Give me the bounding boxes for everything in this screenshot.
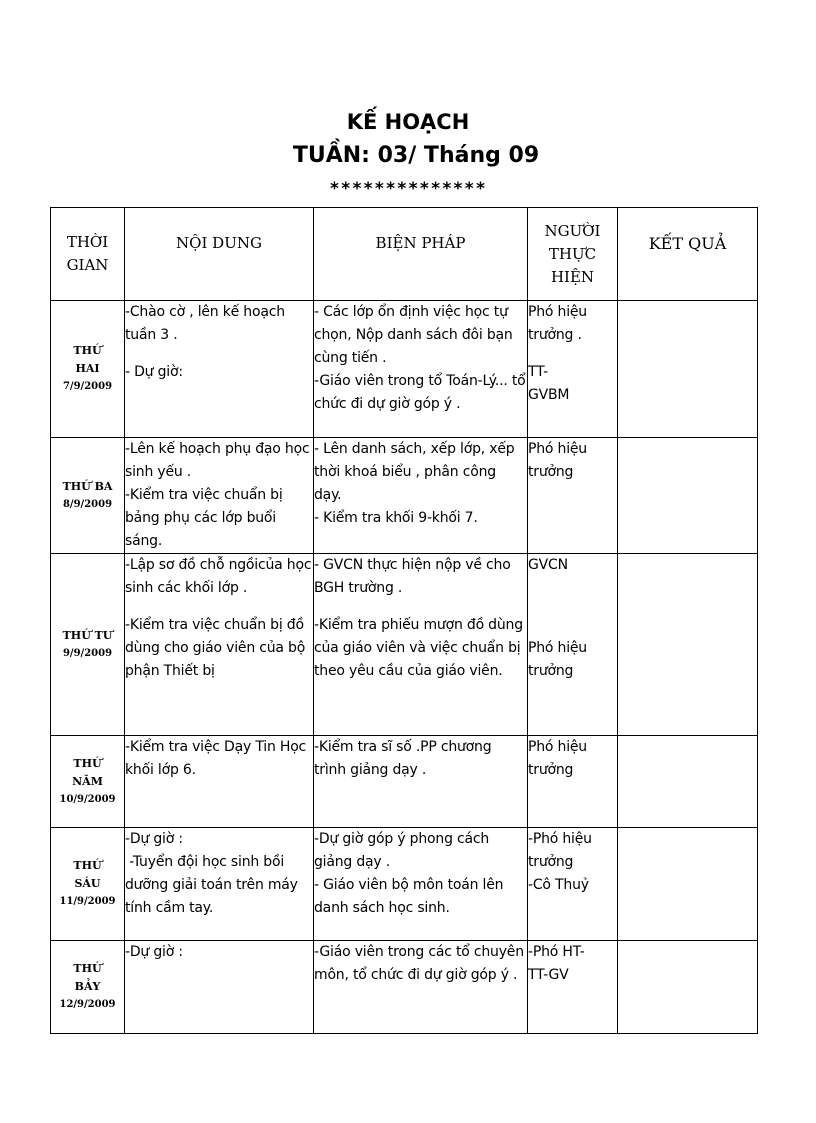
noi-dung-cell: [125, 554, 314, 736]
header-ket-qua: KẾT QUẢ: [618, 208, 758, 301]
bien-phap-item: - Các lớp ổn định việc học tự chọn, Nộp danh sách đôi bạn cùng tiến .: [314, 304, 513, 366]
header-bien-phap: BIỆN PHÁP: [314, 208, 528, 301]
day-name: THỨ HAI: [73, 344, 102, 375]
day-date: 8/9/2009: [62, 498, 113, 510]
nguoi-item: -Phó HT-TT-GV: [528, 944, 585, 983]
noi-dung-item: -Kiểm tra việc Dạy Tin Học khối lớp 6.: [125, 739, 307, 778]
ket-qua-cell: [618, 736, 758, 828]
nguoi-thuc-hien-cell: [528, 828, 618, 941]
day-cell: [51, 554, 125, 736]
day-date: 7/9/2009: [62, 381, 113, 392]
day-name: THỨ BA: [62, 479, 113, 493]
nguoi-item: Phó hiệu trưởng: [528, 640, 587, 679]
day-date: 12/9/2009: [59, 999, 116, 1010]
table-row: [51, 438, 758, 554]
ket-qua-cell: [618, 828, 758, 941]
table-row: [51, 828, 758, 941]
noi-dung-item: -Lập sơ đồ chỗ ngồicủa học sinh các khối lớp .: [125, 557, 312, 596]
noi-dung-item: -Lên kế hoạch phụ đạo học sinh yếu .: [125, 441, 310, 480]
bien-phap-item: -Dự giờ góp ý phong cách giảng dạy .: [314, 831, 490, 870]
bien-phap-item: - Giáo viên bộ môn toán lên danh sách học sinh.: [314, 877, 504, 916]
nguoi-thuc-hien-cell: [528, 554, 618, 736]
day-date: 10/9/2009: [59, 793, 116, 805]
header-thoi-gian: THỜI GIAN: [51, 208, 125, 301]
bien-phap-item: -Giáo viên trong tổ Toán-Lý... tổ chức đi dự giờ góp ý .: [314, 373, 526, 412]
nguoi-thuc-hien-cell: [528, 736, 618, 828]
nguoi-item: -Cô Thuỷ: [528, 877, 589, 893]
document-subtitle-week: TUẦN: 03/ Tháng 09: [292, 143, 540, 168]
bien-phap-item: -Kiểm tra phiếu mượn đồ dùng của giáo viên và việc chuẩn bị theo yêu cầu của giáo viên.: [314, 617, 523, 679]
table-row: [51, 301, 758, 438]
day-cell: [51, 828, 125, 941]
noi-dung-cell: [125, 941, 314, 1034]
noi-dung-item: -Dự giờ :: [125, 944, 183, 960]
nguoi-item: Phó hiệu trưởng: [528, 441, 587, 480]
noi-dung-cell: [125, 736, 314, 828]
noi-dung-cell: [125, 828, 314, 941]
noi-dung-cell: [125, 301, 314, 438]
noi-dung-item: -Kiểm tra việc chuẩn bị bảng phụ các lớp buổi sáng.: [125, 487, 283, 549]
bien-phap-cell: [314, 438, 528, 554]
nguoi-item: Phó hiệu trưởng: [528, 739, 587, 778]
weekly-plan-table: [50, 207, 758, 1034]
ket-qua-cell: [618, 438, 758, 554]
noi-dung-item: -Kiểm tra việc chuẩn bị đồ dùng cho giáo viên của bộ phận Thiết bị: [125, 617, 306, 679]
table-row: [51, 736, 758, 828]
ket-qua-cell: [618, 554, 758, 736]
bien-phap-item: - GVCN thực hiện nộp về cho BGH trường .: [314, 557, 511, 596]
bien-phap-cell: [314, 736, 528, 828]
day-date: 9/9/2009: [62, 647, 113, 659]
bien-phap-item: -Kiểm tra sĩ số .PP chương trình giảng dạy .: [314, 739, 492, 778]
day-cell: [51, 941, 125, 1034]
nguoi-item: -Phó hiệu trưởng: [528, 831, 592, 870]
table-row: [51, 554, 758, 736]
nguoi-item: TT-GVBM: [528, 364, 570, 403]
bien-phap-cell: [314, 941, 528, 1034]
noi-dung-item: - Dự giờ:: [125, 364, 183, 380]
day-name: THỨ TƯ: [62, 628, 113, 642]
document-title: KẾ HOẠCH: [346, 110, 470, 134]
nguoi-thuc-hien-cell: [528, 438, 618, 554]
day-cell: [51, 301, 125, 438]
nguoi-item: Phó hiệu trưởng .: [528, 304, 587, 343]
ket-qua-cell: [618, 941, 758, 1034]
nguoi-item: GVCN: [528, 557, 568, 573]
bien-phap-item: - Kiểm tra khối 9-khối 7.: [314, 510, 478, 526]
day-cell: [51, 438, 125, 554]
noi-dung-item: -Chào cờ , lên kế hoạch tuần 3 .: [125, 304, 285, 343]
header-noi-dung: NỘI DUNG: [125, 208, 314, 301]
day-name: THỨ BẢY: [73, 962, 102, 993]
day-name: THỨ SÁU: [73, 859, 102, 890]
bien-phap-item: - Lên danh sách, xếp lớp, xếp thời khoá biểu , phân công dạy.: [314, 441, 515, 503]
nguoi-thuc-hien-cell: [528, 941, 618, 1034]
noi-dung-item: -Dự giờ :: [125, 831, 183, 847]
table-row: [51, 941, 758, 1034]
day-date: 11/9/2009: [59, 896, 116, 907]
bien-phap-cell: [314, 828, 528, 941]
bien-phap-cell: [314, 301, 528, 438]
asterisk-divider: **************: [329, 179, 487, 199]
bien-phap-cell: [314, 554, 528, 736]
day-name: THỨ NĂM: [72, 756, 103, 788]
day-cell: [51, 736, 125, 828]
header-nguoi-thuc-hien: NGƯỜI THỰC HIỆN: [528, 208, 618, 301]
ket-qua-cell: [618, 301, 758, 438]
noi-dung-cell: [125, 438, 314, 554]
table-header-row: [51, 208, 758, 301]
bien-phap-item: -Giáo viên trong các tổ chuyên môn, tổ chức đi dự giờ góp ý .: [314, 944, 524, 983]
nguoi-thuc-hien-cell: [528, 301, 618, 438]
noi-dung-item: -Tuyển đội học sinh bồi dưỡng giải toán trên máy tính cầm tay.: [125, 854, 303, 916]
